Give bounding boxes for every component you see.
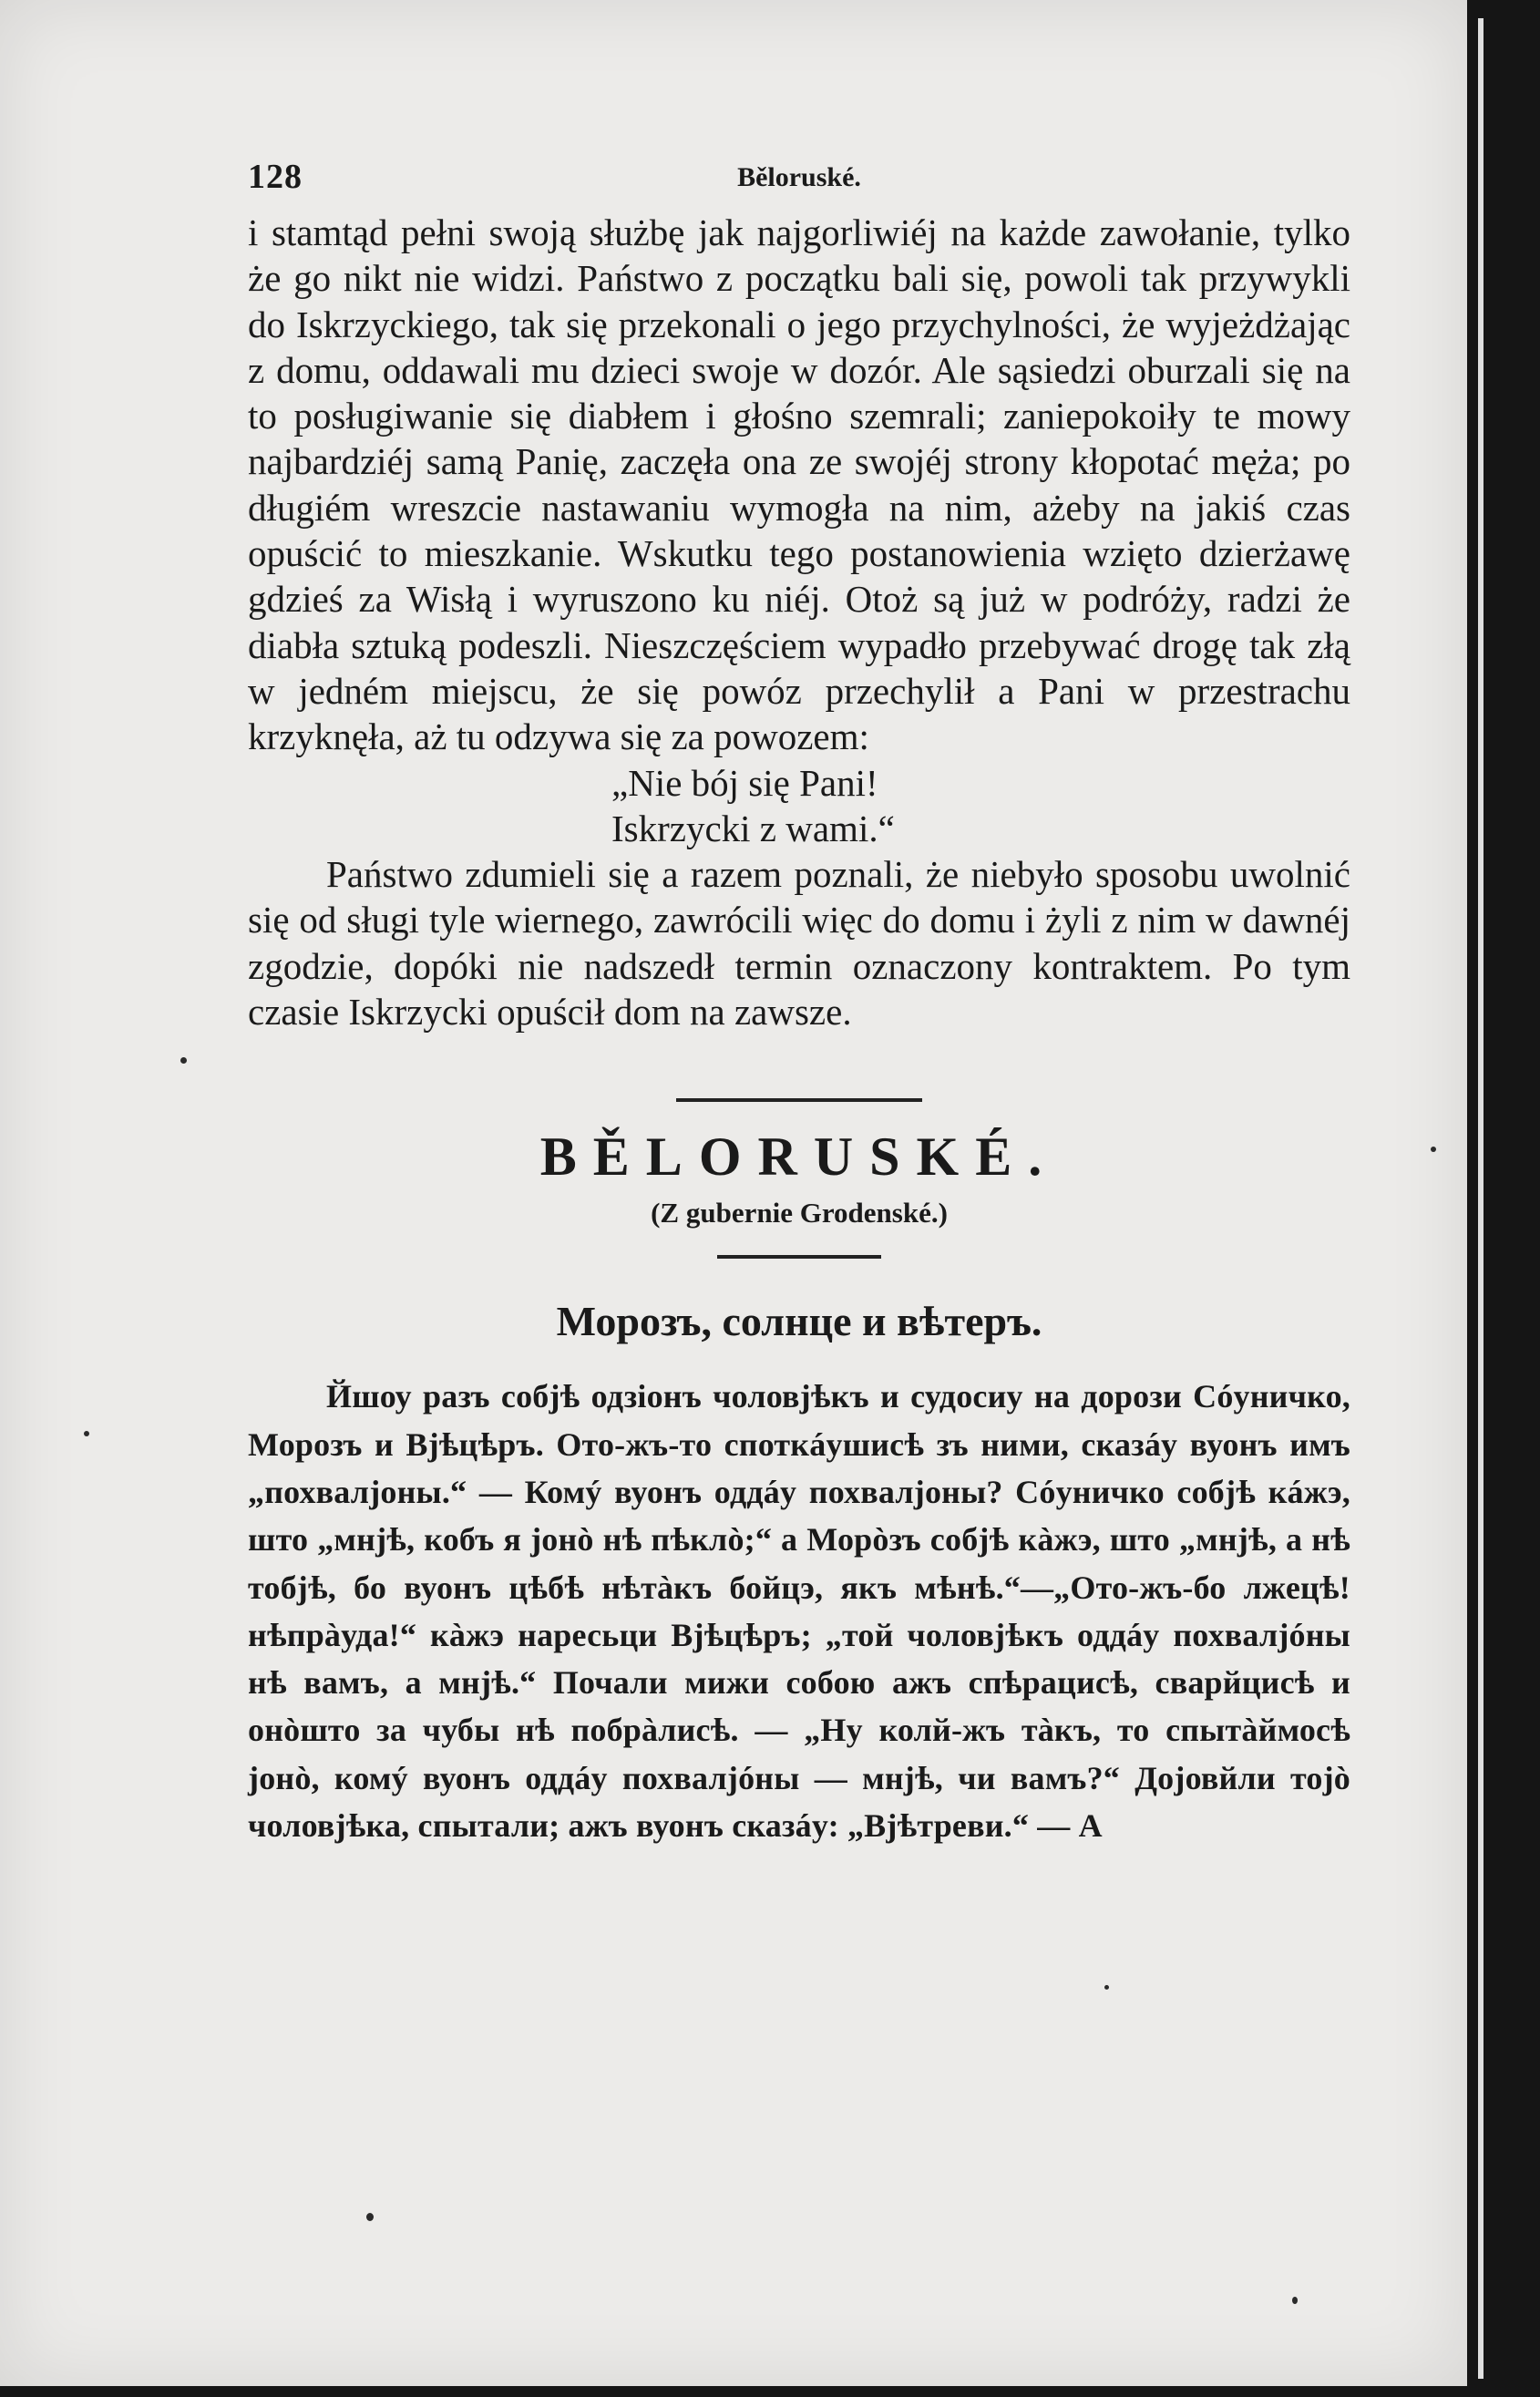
story-title: Морозъ, солнце и вѣтеръ. xyxy=(556,1298,1042,1345)
page-number: 128 xyxy=(248,158,303,196)
poem-line: Iskrzycki z wami.“ xyxy=(611,807,895,849)
polish-paragraph: i stamtąd pełni swoją służbę jak najgorliwiéj na każde zawołanie, tylko że go nikt nie widzi. Państwo z początku bali się, powoli tak przywykli do Iskrzyckiego, tak się przekonali o jego przychylności, że wyjeżdżając z domu, oddawali mu dzieci swoje w dozór. Ale sąsiedzi oburzali się na to posługiwanie się diabłem i głośno szemrali; zaniepokoiły te mowy najbardziéj samą Panię, zaczęła ona ze swojéj strony kłopotać męża; po długiém wreszcie nastawaniu wymogła na nim, ażeby na jakiś czas opuścić to mieszkanie. Wskutku tego postanowienia wzięto dzierżawę gdzieś za Wisłą i wyruszono ku niéj. Otoż są już w podróży, radzi że diabła sztuką podeszli. Nieszczęściem wypadło przebywać drogę tak złą w jedném miejscu, że się powóz przechylił a Pani w przestrachu krzyknęła, aż tu odzywa się za powozem: xyxy=(248,211,1350,758)
section-subtitle: (Z gubernie Grodenské.) xyxy=(651,1197,948,1229)
page-header xyxy=(248,146,1350,210)
running-head: Běloruské. xyxy=(737,162,861,192)
section-divider xyxy=(676,1098,922,1102)
subtitle-divider xyxy=(717,1255,881,1259)
next-page-edge xyxy=(1478,18,1484,2379)
poem-block xyxy=(248,760,1350,852)
poem-line: „Nie bój się Pani! xyxy=(611,761,878,804)
section-title: BĚLORUSKÉ. xyxy=(539,1126,1059,1188)
page-content xyxy=(248,146,1350,1849)
story-paragraph: Йшоу разъ собjѣ одзiонъ чоловjѣкъ и судосиу на дорози Сóуничко, Морозъ и Вjѣцѣръ. Ото-жъ-то споткáушисѣ зъ ними, сказáу вуонъ имъ „похвалjоны.“ — Комý вуонъ оддáу похвалjоны? Сóуничко собjѣ кáжэ, што „мнjѣ, кобъ я joнò нѣ пѣклò;“ а Морòзъ собjѣ кàжэ, што „мнjѣ, а нѣ тобjѣ, бо вуонъ цѣбѣ нѣтàкъ бойцэ, якъ мѣнѣ.“—„Ото-жъ-бо лжецѣ! нѣпрàуда!“ кàжэ наресьци Вjѣцѣръ; „той чоловjѣкъ оддáу похвалjóны нѣ вамъ, а мнjѣ.“ Почали мижи собою ажъ спѣрацисѣ, сварйцисѣ и онòшто за чубы нѣ побрàлисѣ. — „Ну колй-жъ тàкъ, то спытàймосѣ joнò, комý вуонъ оддáу похвалjóны — мнjѣ, чи вамъ?“ Доjовйли тоjò чоловjѣка, спытали; ажъ вуонъ сказáу: „Вjѣтреви.“ — А xyxy=(248,1378,1350,1845)
closing-paragraph: Państwo zdumieli się a razem poznali, że niebyło sposobu uwolnić się od sługi tyle wiernego, zawrócili więc do domu i żyli z nim w dawnéj zgodzie, dopóki nie nadszedł termin oznaczony kontraktem. Po tym czasie Iskrzycki opuścił dom na zawsze. xyxy=(248,853,1350,1034)
